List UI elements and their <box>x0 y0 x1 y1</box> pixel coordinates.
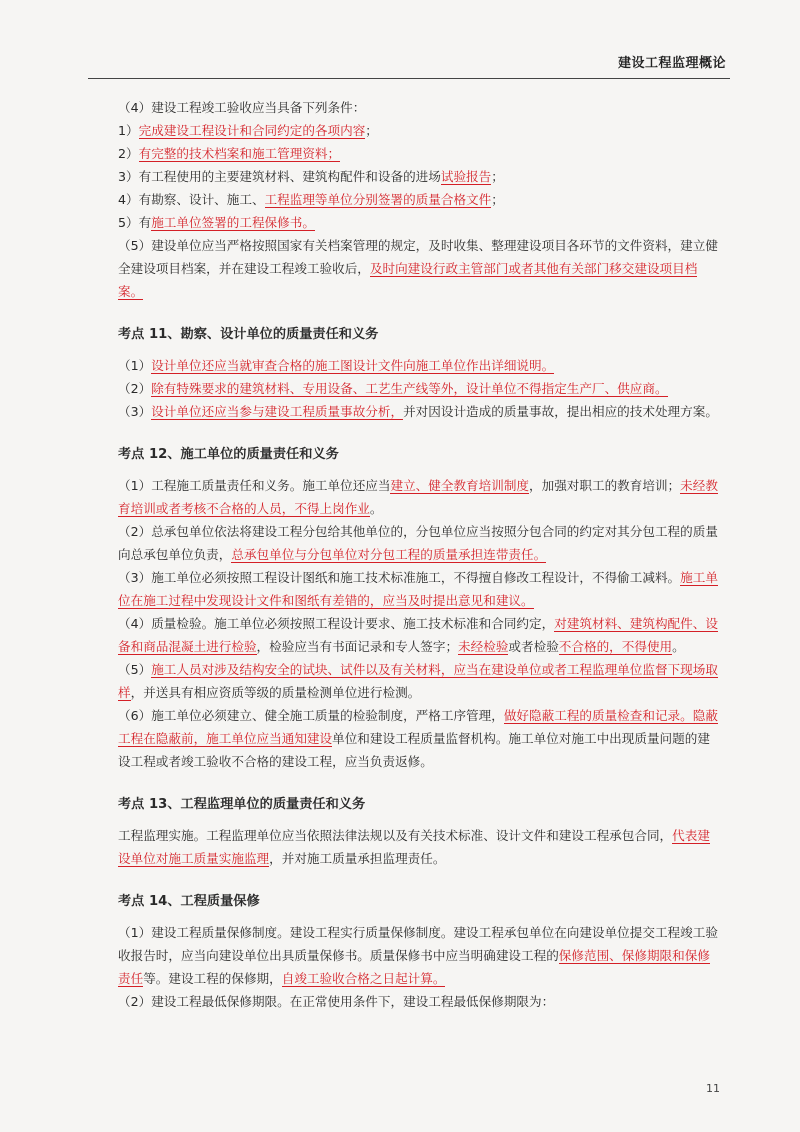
highlighted-text: 自竣工验收合格之日起计算。 <box>281 971 446 986</box>
paragraph <box>118 119 720 142</box>
text-run: 工程监理实施。工程监理单位应当依照法律法规以及有关技术标准、设计文件和建设工程承包合同， <box>118 828 673 843</box>
highlighted-text: 施工单位在施工过程中发现设计文件和图纸有差错的，应当及时提出意见和建议。 <box>118 570 718 608</box>
text-run: 并对因设计造成的质量事故，提出相应的技术处理方案。 <box>403 404 718 419</box>
highlighted-text: 试验报告 <box>440 169 492 184</box>
highlighted-text: 设计单位还应当参与建设工程质量事故分析， <box>151 404 404 419</box>
text-run: 。 <box>369 501 383 516</box>
text-run: （2）建设工程最低保修期限。在正常使用条件下，建设工程最低保修期限为： <box>118 994 555 1009</box>
text-run: 单位和建设工程质量监督机构。施工单位对施工中出现质量问题的建设工程或者竣工验收不合格的建设工程，应当负责返修。 <box>118 731 710 769</box>
paragraph <box>118 354 720 377</box>
text-run: （4）建设工程竣工验收应当具备下列条件： <box>118 100 366 115</box>
header-title: 建设工程监理概论 <box>617 56 726 71</box>
text-run: ； <box>365 123 378 138</box>
text-run: ，加强对职工的教育培训； <box>529 478 681 493</box>
highlighted-text: 未经检验 <box>458 639 509 654</box>
text-run: 3）有工程使用的主要建筑材料、建筑构配件和设备的进场 <box>118 169 441 184</box>
section-heading <box>118 323 720 346</box>
highlighted-text: 不合格的，不得使用 <box>558 639 673 654</box>
section-heading <box>118 890 720 913</box>
highlighted-text: 施工单位签署的工程保修书。 <box>151 215 315 230</box>
text-run: （1） <box>118 358 152 373</box>
text-run: （4）质量检验。施工单位必须按照工程设计要求、施工技术标准和合同约定， <box>118 616 555 631</box>
text-run: （2） <box>118 381 152 396</box>
paragraph <box>118 474 720 520</box>
text-run: （1）工程施工质量责任和义务。施工单位还应当 <box>118 478 391 493</box>
highlighted-text: 保修范围、保修期限和保修责任 <box>118 948 710 986</box>
text-run: ，检验应当有书面记录和专人签字； <box>256 639 459 654</box>
paragraph <box>118 990 720 1013</box>
text-run: ，并对施工质量承担监理责任。 <box>269 851 446 866</box>
highlighted-text: 对建筑材料、建筑构配件、设备和商品混凝土进行检验 <box>118 616 718 654</box>
text-run: （6）施工单位必须建立、健全施工质量的检验制度，严格工序管理， <box>118 708 504 723</box>
highlighted-text: 有完整的技术档案和施工管理资料； <box>138 146 341 161</box>
section-heading <box>118 443 720 466</box>
highlighted-text: 总承包单位与分包单位对分包工程的质量承担连带责任。 <box>231 547 547 562</box>
paragraph <box>118 566 720 612</box>
paragraph <box>118 704 720 773</box>
highlighted-text: 施工人员对涉及结构安全的试块、试件以及有关材料，应当在建设单位或者工程监理单位监督下现场取样 <box>118 662 718 700</box>
header-rule <box>88 78 730 79</box>
paragraph <box>118 400 720 423</box>
text-run: 2） <box>118 146 139 161</box>
highlighted-text: 除有特殊要求的建筑材料、专用设备、工艺生产线等外，设计单位不得指定生产厂、供应商。 <box>151 381 668 396</box>
paragraph <box>118 234 720 303</box>
text-run: 5）有 <box>118 215 152 230</box>
highlighted-text: 建立、健全教育培训制度 <box>390 478 530 493</box>
paragraph <box>118 612 720 658</box>
paragraph <box>118 377 720 400</box>
document-body <box>118 96 720 1013</box>
paragraph <box>118 96 720 119</box>
highlighted-text: 设计单位还应当就审查合格的施工图设计文件向施工单位作出详细说明。 <box>151 358 555 373</box>
text-run: 考点 13、工程监理单位的质量责任和义务 <box>118 797 366 812</box>
text-run: （5）建设单位应当严格按照国家有关档案管理的规定，及时收集、整理建设项目各环节的文件资料，建立健全建设项目档案，并在建设工程竣工验收后， <box>118 238 718 276</box>
text-run: 考点 12、施工单位的质量责任和义务 <box>118 447 339 462</box>
text-run: （5） <box>118 662 152 677</box>
text-run: （3） <box>118 404 152 419</box>
paragraph <box>118 188 720 211</box>
text-run: 考点 11、勘察、设计单位的质量责任和义务 <box>118 327 379 342</box>
paragraph <box>118 658 720 704</box>
text-run: 。 <box>672 639 685 654</box>
page-number: 11 <box>706 1082 720 1095</box>
text-run: ； <box>491 192 504 207</box>
text-run: （3）施工单位必须按照工程设计图纸和施工技术标准施工，不得擅自修改工程设计，不得偷工减料。 <box>118 570 681 585</box>
text-run: 或者检验 <box>508 639 559 654</box>
paragraph <box>118 142 720 165</box>
paragraph <box>118 921 720 990</box>
highlighted-text: 未经教育培训或者考核不合格的人员，不得上岗作业 <box>118 478 718 516</box>
text-run: 4）有勘察、设计、施工、 <box>118 192 265 207</box>
paragraph <box>118 165 720 188</box>
text-run: 1） <box>118 123 139 138</box>
text-run: 考点 14、工程质量保修 <box>118 894 260 909</box>
paragraph <box>118 211 720 234</box>
text-run: （2）总承包单位依法将建设工程分包给其他单位的，分包单位应当按照分包合同的约定对其分包工程的质量向总承包单位负责， <box>118 524 718 562</box>
text-run: 等。建设工程的保修期， <box>143 971 282 986</box>
paragraph <box>118 520 720 566</box>
highlighted-text: 完成建设工程设计和合同约定的各项内容 <box>138 123 366 138</box>
section-heading <box>118 793 720 816</box>
text-run: ； <box>491 169 504 184</box>
text-run: （1）建设工程质量保修制度。建设工程实行质量保修制度。建设工程承包单位在向建设单位提交工程竣工验收报告时，应当向建设单位出具质量保修书。质量保修书中应当明确建设工程的 <box>118 925 718 963</box>
highlighted-text: 做好隐蔽工程的质量检查和记录。隐蔽工程在隐蔽前，施工单位应当通知建设 <box>118 708 718 746</box>
highlighted-text: 代表建设单位对施工质量实施监理 <box>118 828 710 866</box>
text-run: ，并送具有相应资质等级的质量检测单位进行检测。 <box>130 685 421 700</box>
highlighted-text: 及时向建设行政主管部门或者其他有关部门移交建设项目档案。 <box>118 261 698 299</box>
paragraph <box>118 824 720 870</box>
highlighted-text: 工程监理等单位分别签署的质量合格文件 <box>264 192 492 207</box>
